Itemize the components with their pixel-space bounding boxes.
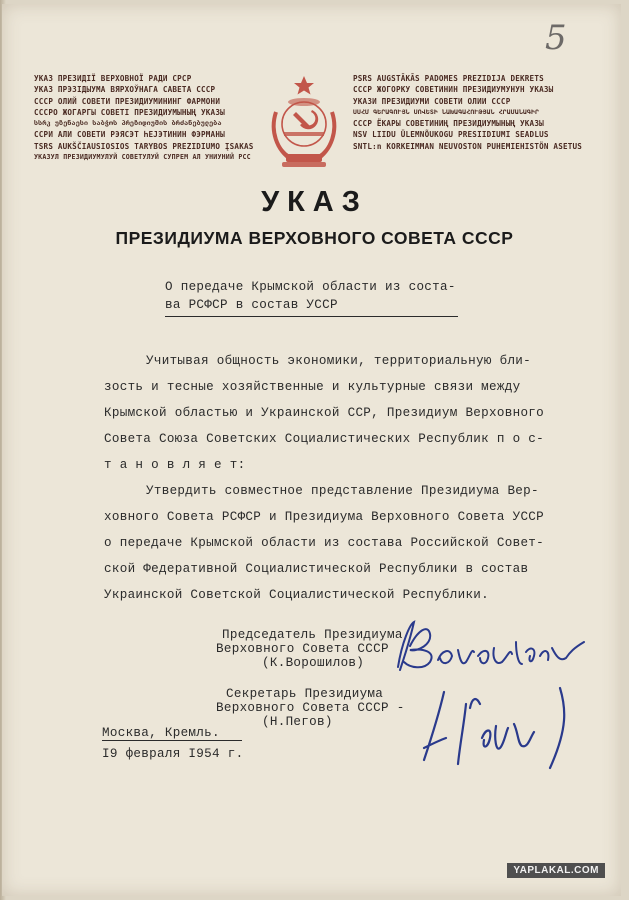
body-line: о передаче Крымской области из состава Российской Совет- [104,536,545,550]
secretary-title-line-2: Верховного Совета СССР - [216,701,405,715]
header-right-line: СССР ЖОГОРКУ СОВЕТИНИН ПРЕЗИДИУМУНУН УКАЗЫ [353,85,554,95]
header-right-line: ՍՍՀՄ ԳԵՐԱԳՈՒՅՆ ՍՈՎԵՏԻ ՆԱԽԱԳԱՀՈՒԹՅԱՆ ՀՐԱՄԱՆԱԳԻՐ [353,107,540,116]
header-right-line: УКАЗИ ПРЕЗИДИУМИ СОВЕТИ ОЛИИ СССР [353,96,511,106]
subject-underline [165,316,458,317]
subject-line-1: О передаче Крымской области из соста- [165,280,456,294]
header-right-block [353,73,582,152]
header-left-line: ССРИ АЛИ СОВЕТИ РЭЯСЭТ ҺЕЈЭТИНИН ФЭРМАНЫ [34,130,225,140]
body-line: Совета Союза Советских Социалистических Республик п о с- [104,432,545,446]
header-left-line: TSRS AUKŠČIAUSIOSIOS TARYBOS PREZIDIUMO ĮSAKAS [34,141,254,151]
header-right-line: SNTL:n KORKEIMMAN NEUVOSTON PUHEMIEHISTÖN ASETUS [353,141,583,151]
header-left-line: УКАЗ ПРЕЗИДІЇ ВЕРХОВНОЇ РАДИ СРСР [34,74,192,83]
body-line: ской Федеративной Социалистической Республики в состав [104,562,529,576]
body-line: ховного Совета РСФСР и Президиума Верховного Совета УССР [104,510,545,524]
date: I9 февраля I954 г. [102,747,244,761]
chairman-title-line-1: Председатель Президиума [222,628,403,642]
ussr-emblem-icon [262,72,346,172]
body-line: зость и тесные хозяйственные и культурные связи между [104,380,521,394]
secretary-signature-icon [410,668,585,778]
chairman-name: (К.Ворошилов) [262,656,365,670]
body-line: Утвердить совместное представление Президиума Вер- [146,484,539,498]
header-left-line: УКАЗ ПРЭЗІДЫУМА ВЯРХОЎНАГА САВЕТА СССР [34,85,216,95]
document-title: УКАЗ [261,186,368,218]
secretary-title-line-1: Секретарь Президиума [226,687,384,701]
watermark-badge: YAPLAKAL.COM [507,863,605,878]
page-number: 5 [545,18,567,58]
header-left-line: სსრკ უზენაესი საბჭოს პრეზიდიუმის ბრძანებულება [34,119,222,128]
secretary-name: (Н.Пегов) [262,715,333,729]
header-right-line: NSV LIIDU ÜLEMNÕUKOGU PRESIIDIUMI SEADLUS [353,130,549,140]
place: Москва, Кремль. [102,726,220,740]
header-right-line: СССР ЁКАРЫ СОВЕТИНИҢ ПРЕЗИДИУМЫНЫҢ УКАЗЫ [353,119,544,129]
body-line: Украинской Советской Социалистической Республики. [104,588,490,602]
header-right-line: PSRS AUGSTĀKĀS PADOMES PREZIDIJA DEKRETS [353,74,544,83]
document-subtitle: ПРЕЗИДИУМА ВЕРХОВНОГО СОВЕТА СССР [115,228,514,248]
place-underline [102,740,242,741]
header-left-block [34,73,254,163]
body-line: Крымской областью и Украинской ССР, Президиум Верховного [104,406,545,420]
header-left-line: УКАЗУЛ ПРЕЗИДИУМУЛУЙ СОВЕТУЛУЙ СУПРЕМ АЛ УНИУНИЙ РСС [34,153,251,162]
header-left-line: СССРО ЖОГАРГЫ СОВЕТІ ПРЕЗИДИУМЫНЫҢ УКАЗЫ [34,107,225,117]
body-line: Учитывая общность экономики, территориальную бли- [146,354,532,368]
body-line: т а н о в л я е т: [104,458,246,472]
chairman-title-line-2: Верховного Совета СССР [216,642,389,656]
subject-line-2: ва РСФСР в состав УССР [165,298,338,312]
header-left-line: СССР ОЛИЙ СОВЕТИ ПРЕЗИДИУМИНИНГ ФАРМОНИ [34,96,221,106]
